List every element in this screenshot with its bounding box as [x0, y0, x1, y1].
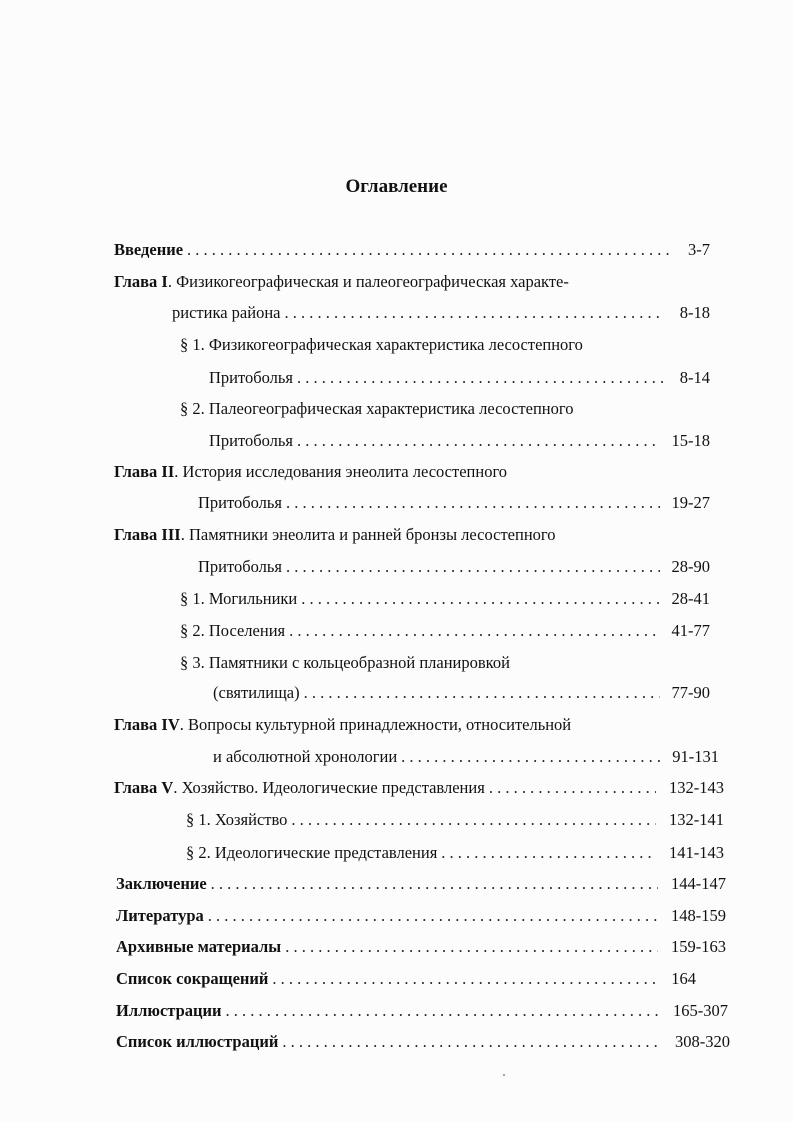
dot-leader — [289, 619, 660, 643]
chapter-label: Глава IV — [114, 715, 180, 734]
chapter-label: Глава V — [114, 778, 174, 797]
dot-leader — [272, 967, 658, 991]
section-title: § 2. Поселения — [180, 621, 286, 640]
dot-leader — [304, 681, 660, 705]
chapter-title-cont: и абсолютной хронологии — [213, 747, 398, 766]
dot-leader — [208, 904, 658, 928]
toc-label: Заключение — [116, 874, 207, 893]
toc-page: 148-159 — [671, 906, 726, 925]
toc-chapter-4-line1[interactable] — [114, 713, 571, 737]
dot-leader — [489, 776, 656, 800]
toc-section-3-2[interactable] — [180, 619, 710, 643]
section-title: § 1. Хозяйство — [186, 810, 288, 829]
chapter-title: . Хозяйство. Идеологические представления — [173, 778, 485, 797]
toc-page: 132-143 — [669, 778, 724, 797]
dot-leader — [301, 587, 660, 611]
chapter-title: . Физикогеографическая и палеогеографическая характе- — [167, 272, 569, 291]
toc-label: Список сокращений — [116, 969, 269, 988]
section-title: § 1. Физикогеографическая характеристика лесостепного — [180, 335, 583, 354]
toc-label: Архивные материалы — [116, 937, 282, 956]
section-title: § 2. Палеогеографическая характеристика лесостепного — [180, 399, 574, 418]
toc-label: Литература — [116, 906, 204, 925]
toc-chapter-1-line2[interactable] — [172, 301, 710, 325]
dot-leader — [285, 935, 658, 959]
toc-page: 159-163 — [671, 937, 726, 956]
toc-entry-archives[interactable] — [116, 935, 726, 959]
toc-page: 28-41 — [671, 589, 710, 608]
section-title-cont: Притоболья — [209, 368, 294, 387]
dot-leader — [297, 429, 660, 453]
toc-entry-intro[interactable] — [114, 238, 710, 262]
toc-page: 165-307 — [673, 1001, 728, 1020]
toc-page: 41-77 — [671, 621, 710, 640]
page-title: Оглавление — [345, 176, 448, 197]
scan-speck — [503, 1074, 505, 1076]
toc-section-3-1[interactable] — [180, 587, 710, 611]
toc-page: 164 — [671, 969, 696, 988]
toc-chapter-2-line1[interactable] — [114, 460, 507, 484]
section-title: § 2. Идеологические представления — [186, 843, 438, 862]
section-title: § 1. Могильники — [180, 589, 298, 608]
section-title-cont: (святилища) — [213, 683, 300, 702]
toc-section-1-1-line1[interactable] — [180, 333, 583, 357]
dot-leader — [286, 555, 660, 579]
dot-leader — [297, 366, 664, 390]
toc-chapter-2-line2[interactable] — [198, 491, 710, 515]
toc-chapter-3-line2[interactable] — [198, 555, 710, 579]
toc-section-5-2[interactable] — [186, 841, 724, 865]
section-title-cont: Притоболья — [209, 431, 294, 450]
dot-leader — [401, 745, 661, 769]
chapter-title-cont: Притоболья — [198, 557, 283, 576]
toc-section-1-1-line2[interactable] — [209, 366, 710, 390]
toc-entry-conclusion[interactable] — [116, 872, 726, 896]
chapter-label: Глава III — [114, 525, 181, 544]
toc-page: 144-147 — [671, 874, 726, 893]
toc-page: 77-90 — [671, 683, 710, 702]
dot-leader — [282, 1030, 662, 1054]
toc-section-1-2-line2[interactable] — [209, 429, 710, 453]
toc-section-5-1[interactable] — [186, 808, 724, 832]
toc-section-3-3-line1[interactable] — [180, 651, 510, 675]
toc-page: 8-14 — [679, 368, 710, 387]
toc-entry-illustrations[interactable] — [116, 999, 728, 1023]
chapter-title: . История исследования энеолита лесостепного — [174, 462, 508, 481]
toc-chapter-3-line1[interactable] — [114, 523, 556, 547]
dot-leader — [226, 999, 658, 1023]
toc-page: 308-320 — [675, 1032, 730, 1051]
toc-label: Иллюстрации — [116, 1001, 222, 1020]
toc-label: Введение — [114, 240, 184, 259]
toc-page: 141-143 — [669, 843, 724, 862]
toc-chapter-1-line1[interactable] — [114, 270, 569, 294]
toc-section-3-3-line2[interactable] — [213, 681, 710, 705]
toc-page: 3-7 — [688, 240, 710, 259]
toc-chapter-4-line2[interactable] — [213, 745, 719, 769]
dot-leader — [286, 491, 660, 515]
dot-leader — [441, 841, 656, 865]
section-title: § 3. Памятники с кольцеобразной планировкой — [180, 653, 510, 672]
toc-entry-literature[interactable] — [116, 904, 726, 928]
dot-leader — [187, 238, 670, 262]
toc-entry-abbreviations[interactable] — [116, 967, 696, 991]
dot-leader — [211, 872, 658, 896]
chapter-title-cont: Притоболья — [198, 493, 283, 512]
toc-page: 8-18 — [679, 303, 710, 322]
chapter-title-cont: ристика района — [172, 303, 281, 322]
toc-page: 28-90 — [671, 557, 710, 576]
toc-entry-illustrations-list[interactable] — [116, 1030, 730, 1054]
chapter-title: . Вопросы культурной принадлежности, относительной — [179, 715, 572, 734]
toc-chapter-5[interactable] — [114, 776, 724, 800]
chapter-title: . Памятники энеолита и ранней бронзы лесостепного — [180, 525, 556, 544]
chapter-label: Глава II — [114, 462, 175, 481]
dot-leader — [291, 808, 656, 832]
toc-page: 15-18 — [671, 431, 710, 450]
toc-section-1-2-line1[interactable] — [180, 397, 573, 421]
toc-page: 132-141 — [669, 810, 724, 829]
dot-leader — [284, 301, 664, 325]
toc-page: 91-131 — [672, 747, 719, 766]
toc-label: Список иллюстраций — [116, 1032, 279, 1051]
chapter-label: Глава I — [114, 272, 168, 291]
toc-page: 19-27 — [671, 493, 710, 512]
